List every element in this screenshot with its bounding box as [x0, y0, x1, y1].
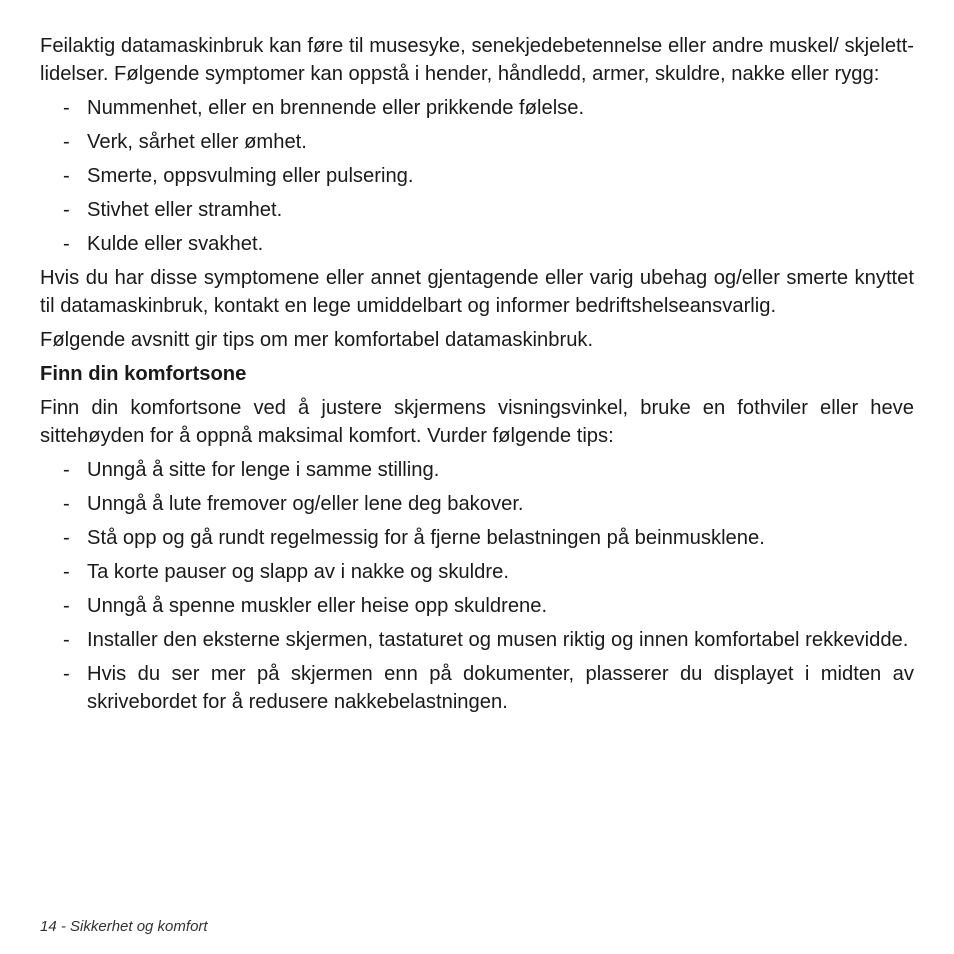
- list-item-text: Unngå å lute fremover og/eller lene deg bakover.: [87, 493, 524, 515]
- list-item: [40, 94, 914, 122]
- tips-list: [40, 456, 914, 716]
- page-footer: 14 - Sikkerhet og komfort: [40, 918, 208, 935]
- list-dash: -: [63, 131, 70, 153]
- list-item-text: Hvis du ser mer på skjermen enn på dokumenter, plasserer du displayet i midten av skrivebordet for å redusere nakkebelastningen.: [87, 663, 914, 713]
- list-item-text: Kulde eller svakhet.: [87, 233, 264, 255]
- list-item: [40, 490, 914, 518]
- list-item-text: Unngå å spenne muskler eller heise opp skuldrene.: [87, 595, 548, 617]
- section-intro-paragraph: Finn din komfortsone ved å justere skjermens visningsvinkel, bruke en fothviler eller heve sittehøyden for å oppnå maksimal komfort. Vurder følgende tips:: [40, 397, 914, 447]
- list-item-text: Stå opp og gå rundt regelmessig for å fjerne belastningen på beinmusklene.: [87, 527, 765, 549]
- list-item: [40, 128, 914, 156]
- list-dash: -: [63, 629, 70, 651]
- list-item-text: Nummenhet, eller en brennende eller prikkende følelse.: [87, 97, 585, 119]
- list-item-text: Verk, sårhet eller ømhet.: [87, 131, 307, 153]
- tips-intro-paragraph: Følgende avsnitt gir tips om mer komfortabel datamaskinbruk.: [40, 329, 594, 351]
- list-item: [40, 660, 914, 716]
- list-dash: -: [63, 97, 70, 119]
- document-body: [40, 32, 914, 722]
- list-item-text: Installer den eksterne skjermen, tastaturet og musen riktig og innen komfortabel rekkevidde.: [87, 629, 909, 651]
- list-item: [40, 162, 914, 190]
- list-dash: -: [63, 165, 70, 187]
- list-item: [40, 626, 914, 654]
- list-dash: -: [63, 493, 70, 515]
- list-dash: -: [63, 199, 70, 221]
- list-dash: -: [63, 527, 70, 549]
- intro-paragraph: Feilaktig datamaskinbruk kan føre til musesyke, senekjedebetennelse eller andre muskel/ skjelett-lidelser. Følgende symptomer kan oppstå i hender, håndledd, armer, skuldre, nakke eller rygg:: [40, 35, 914, 85]
- list-item-text: Smerte, oppsvulming eller pulsering.: [87, 165, 414, 187]
- symptom-list: [40, 94, 914, 258]
- list-dash: -: [63, 233, 70, 255]
- list-item: [40, 196, 914, 224]
- list-dash: -: [63, 595, 70, 617]
- list-item-text: Unngå å sitte for lenge i samme stilling.: [87, 459, 440, 481]
- list-item: [40, 558, 914, 586]
- list-item: [40, 456, 914, 484]
- list-item: [40, 592, 914, 620]
- advice-paragraph: Hvis du har disse symptomene eller annet gjentagende eller varig ubehag og/eller smerte knyttet til datamaskinbruk, kontakt en lege umiddelbart og informer bedriftshelseansvarlig.: [40, 267, 914, 317]
- list-item-text: Ta korte pauser og slapp av i nakke og skuldre.: [87, 561, 509, 583]
- list-item-text: Stivhet eller stramhet.: [87, 199, 283, 221]
- list-item: [40, 230, 914, 258]
- list-dash: -: [63, 663, 70, 685]
- list-dash: -: [63, 459, 70, 481]
- section-heading: Finn din komfortsone: [40, 363, 247, 385]
- list-dash: -: [63, 561, 70, 583]
- list-item: [40, 524, 914, 552]
